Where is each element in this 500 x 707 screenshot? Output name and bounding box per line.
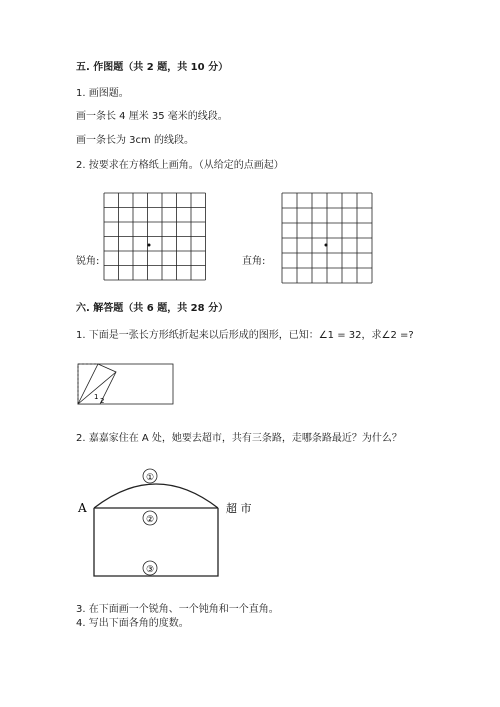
s6-q1-text: 1. 下面是一张长方形纸折起来以后形成的图形，已知：∠1 = 32，求∠2 =? <box>76 330 414 341</box>
angle-2-label: 2 <box>100 397 105 405</box>
q2-title: 2. 按要求在方格纸上画角。（从给定的点画起） <box>76 160 284 171</box>
section5-heading: 五. 作图题（共 2 题，共 10 分） <box>76 62 229 73</box>
label-acute: 锐角: <box>76 256 100 267</box>
q1-title: 1. 画图题。 <box>76 88 129 99</box>
point-a-label: A <box>78 501 87 515</box>
grid-acute <box>104 193 206 279</box>
route-1-label: ① <box>145 473 155 483</box>
q1-line1: 画一条长 4 厘米 35 毫米的线段。 <box>76 111 228 122</box>
q1-line2: 画一条长为 3cm 的线段。 <box>76 135 194 146</box>
angle-1-label: 1 <box>94 393 99 401</box>
grid-right <box>282 193 376 279</box>
route-2-label: ② <box>145 515 155 525</box>
route-3-label: ③ <box>145 565 155 575</box>
start-point-right <box>325 244 328 247</box>
s6-q2-text: 2. 嘉嘉家住在 A 处，她要去超市，共有三条路，走哪条路最近？为什么？ <box>76 433 402 444</box>
section6-heading: 六. 解答题（共 6 题，共 28 分） <box>76 303 229 314</box>
supermarket-label: 超 市 <box>226 502 252 515</box>
route-diagram <box>78 468 286 578</box>
s6-q3-text: 3. 在下面画一个锐角、一个钝角和一个直角。 <box>76 604 279 615</box>
s6-q4-text: 4. 写出下面各角的度数。 <box>76 618 189 629</box>
folded-paper-figure <box>76 362 176 406</box>
start-point-acute <box>148 244 151 247</box>
label-right: 直角: <box>242 256 266 267</box>
